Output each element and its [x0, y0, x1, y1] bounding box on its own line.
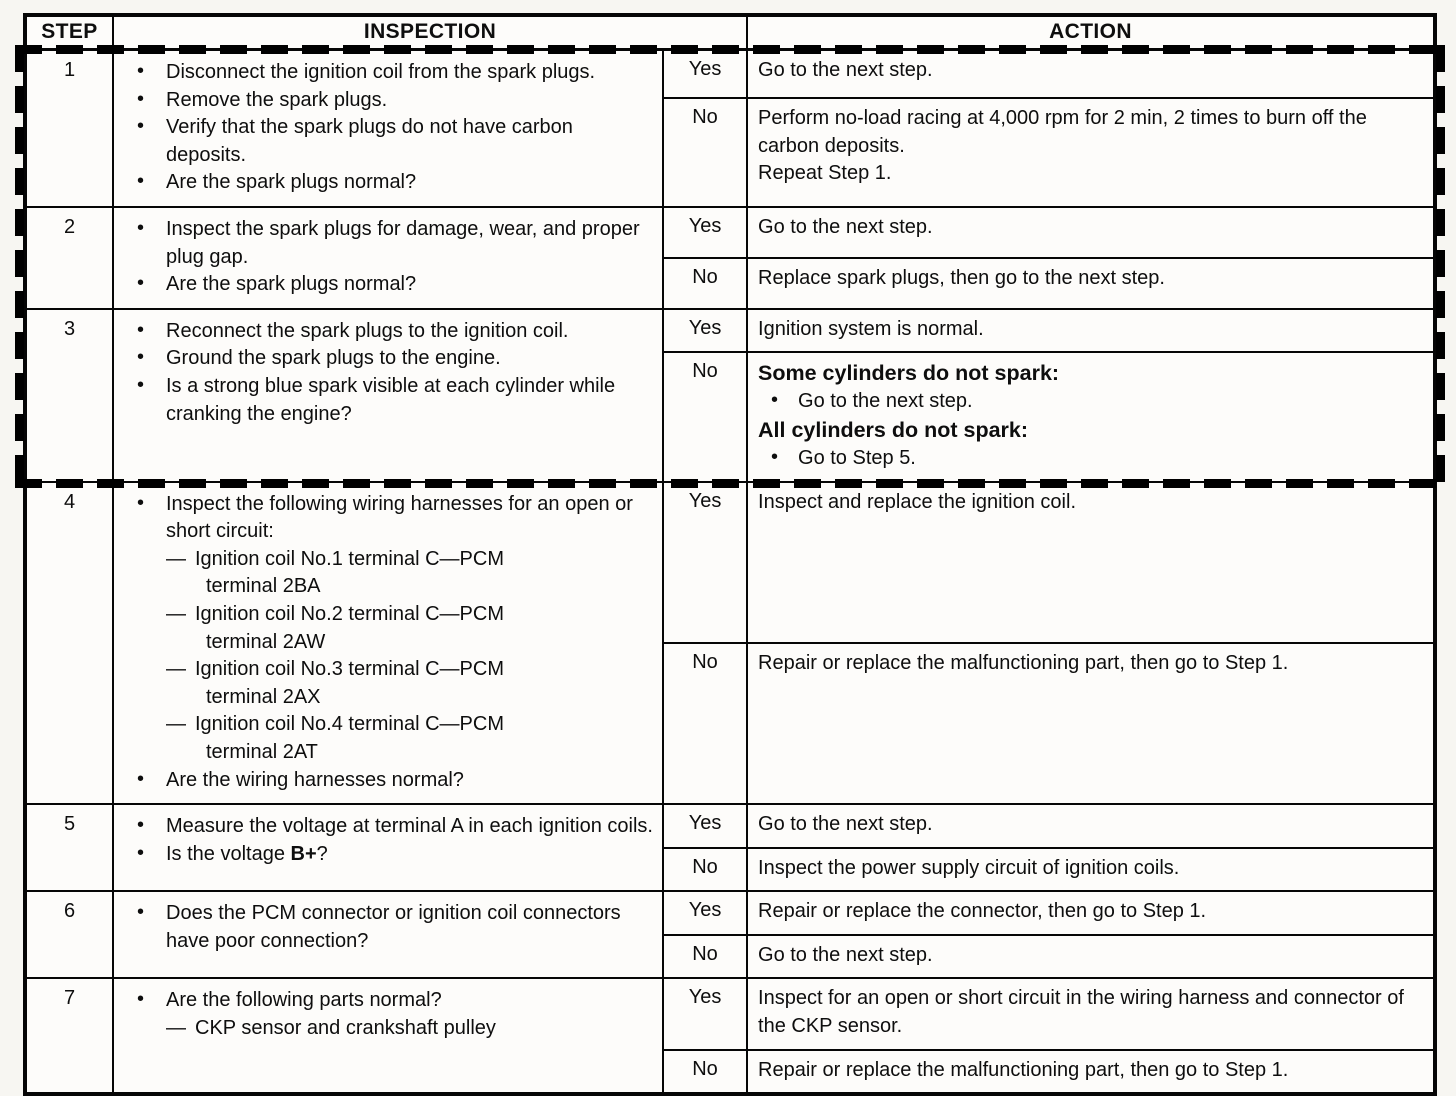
inspection-cell	[113, 50, 663, 207]
step-row	[25, 804, 1435, 848]
step-row	[25, 50, 1435, 99]
bullet-marker: •	[137, 841, 145, 864]
text-item	[758, 1057, 1425, 1085]
dash-item	[120, 711, 656, 766]
dash-marker: —	[166, 547, 186, 570]
answer-cell: Yes	[663, 482, 747, 643]
table-body	[25, 50, 1435, 1095]
text-item	[758, 811, 1425, 839]
bullet-marker: •	[137, 901, 145, 924]
text-segment: B+	[290, 842, 317, 865]
inspection-cell	[113, 978, 663, 1094]
step-row	[25, 207, 1435, 258]
bullet-item	[120, 987, 656, 1015]
answer-cell: Yes	[663, 309, 747, 353]
text-segment: Is the voltage	[166, 842, 291, 865]
text-line: Inspect the spark plugs for damage, wear, and proper plug gap.	[166, 217, 640, 268]
text-line: Disconnect the ignition coil from the spark plugs.	[166, 61, 596, 83]
text-line: Ignition coil No.3 terminal C—PCM	[195, 658, 504, 681]
bullet-item	[758, 445, 1425, 473]
dash-item	[120, 656, 656, 711]
text-line: Are the spark plugs normal?	[166, 171, 417, 194]
text-item	[758, 650, 1425, 678]
text-line: Measure the voltage at terminal A in each ignition coils.	[166, 815, 653, 838]
text-line: Does the PCM connector or ignition coil connectors have poor connection?	[166, 902, 621, 952]
action-cell	[747, 98, 1435, 207]
text-line: Go to the next step.	[798, 390, 973, 413]
answer-cell: No	[663, 848, 747, 892]
text-line: Go to the next step.	[758, 59, 933, 81]
answer-cell: Yes	[663, 978, 747, 1049]
bullet-marker: •	[137, 988, 145, 1011]
text-line: Ignition system is normal.	[758, 317, 984, 340]
step-number-cell: 2	[25, 207, 113, 309]
answer-cell: No	[663, 935, 747, 979]
bullet-item	[120, 59, 656, 87]
bullet-marker: •	[137, 87, 145, 110]
action-cell	[747, 935, 1435, 979]
text-line: Ignition coil No.2 terminal C—PCM	[195, 602, 504, 625]
text-line: Are the wiring harnesses normal?	[166, 768, 464, 791]
text-item	[758, 214, 1425, 242]
bullet-marker: •	[137, 814, 145, 837]
bullet-item	[120, 114, 656, 169]
step-number-cell: 6	[25, 891, 113, 978]
bullet-item	[120, 216, 656, 271]
text-line	[166, 841, 656, 869]
text-segment: ?	[316, 842, 328, 865]
text-item	[758, 57, 1425, 85]
action-cell	[747, 1050, 1435, 1095]
bullet-item	[120, 841, 656, 869]
text-line: Are the following parts normal?	[166, 989, 442, 1012]
inspection-cell	[113, 309, 663, 482]
dash-marker: —	[166, 658, 186, 681]
text-line: Some cylinders do not spark:	[758, 361, 1060, 386]
bullet-marker: •	[137, 272, 145, 295]
header-row	[25, 15, 1435, 50]
bullet-marker: •	[137, 115, 145, 138]
text-line: Go to Step 5.	[798, 446, 916, 469]
dash-marker: —	[166, 602, 186, 625]
inspection-cell	[113, 804, 663, 891]
bold-heading-item	[758, 359, 1425, 388]
action-cell	[747, 848, 1435, 892]
bullet-marker: •	[137, 346, 145, 369]
text-item	[758, 942, 1425, 970]
inspection-cell	[113, 891, 663, 978]
text-line: Go to the next step.	[758, 813, 933, 836]
bullet-item	[120, 87, 656, 115]
text-item	[758, 489, 1425, 517]
inspection-cell	[113, 207, 663, 309]
text-line: Ignition coil No.4 terminal C—PCM	[195, 713, 504, 736]
step-number-cell: 5	[25, 804, 113, 891]
step-row	[25, 891, 1435, 935]
bullet-item	[120, 900, 656, 955]
text-item	[758, 316, 1425, 344]
text-line: Reconnect the spark plugs to the ignition coil.	[166, 319, 569, 342]
bullet-marker: •	[137, 60, 145, 82]
answer-cell: Yes	[663, 207, 747, 258]
inspection-cell	[113, 482, 663, 805]
bullet-item	[758, 388, 1425, 416]
bullet-item	[120, 373, 656, 428]
bullet-item	[120, 813, 656, 841]
answer-cell: No	[663, 352, 747, 481]
bullet-item	[120, 271, 656, 299]
answer-cell: No	[663, 258, 747, 309]
text-line: Repeat Step 1.	[758, 162, 892, 185]
text-line: Repair or replace the malfunctioning part, then go to Step 1.	[758, 1058, 1289, 1081]
answer-cell: Yes	[663, 891, 747, 935]
text-line: Go to the next step.	[758, 215, 933, 238]
step-number-cell: 1	[25, 50, 113, 207]
answer-cell: No	[663, 1050, 747, 1095]
dash-item	[120, 601, 656, 656]
text-line: terminal 2AT	[206, 740, 318, 763]
bullet-marker: •	[137, 491, 145, 514]
action-cell	[747, 50, 1435, 99]
bullet-marker: •	[137, 216, 145, 239]
text-line: Inspect and replace the ignition coil.	[758, 490, 1076, 513]
text-item	[758, 985, 1425, 1040]
action-cell	[747, 207, 1435, 258]
text-item	[758, 855, 1425, 883]
answer-cell: Yes	[663, 804, 747, 848]
bullet-item	[120, 491, 656, 546]
bullet-marker: •	[137, 373, 145, 396]
text-line: Verify that the spark plugs do not have carbon deposits.	[166, 116, 573, 166]
answer-cell: Yes	[663, 50, 747, 99]
answer-cell: No	[663, 98, 747, 207]
header-action: ACTION	[747, 15, 1435, 50]
dash-marker: —	[166, 1017, 186, 1040]
text-line: Is a strong blue spark visible at each cylinder while cranking the engine?	[166, 374, 616, 425]
bullet-marker: •	[137, 170, 145, 193]
text-line: terminal 2AW	[206, 630, 326, 653]
bullet-marker: •	[137, 318, 145, 341]
text-line: Inspect the following wiring harnesses for an open or short circuit:	[166, 492, 633, 543]
dash-item	[120, 546, 656, 601]
text-line: Are the spark plugs normal?	[166, 273, 417, 296]
action-cell	[747, 352, 1435, 481]
text-line: terminal 2BA	[206, 575, 321, 598]
bullet-item	[120, 318, 656, 346]
bullet-item	[120, 169, 656, 197]
header-step: STEP	[25, 15, 113, 50]
text-line: Remove the spark plugs.	[166, 88, 388, 111]
text-line: Ground the spark plugs to the engine.	[166, 347, 501, 370]
bullet-marker: •	[137, 767, 145, 790]
text-item	[758, 898, 1425, 926]
troubleshooting-table	[23, 13, 1437, 1096]
text-line: Repair or replace the connector, then go to Step 1.	[758, 900, 1207, 923]
text-line: Inspect for an open or short circuit in the wiring harness and connector of the CKP sensor.	[758, 987, 1404, 1038]
text-item	[758, 105, 1425, 188]
text-line: Replace spark plugs, then go to the next step.	[758, 266, 1165, 289]
text-line: Go to the next step.	[758, 943, 933, 966]
header-inspection: INSPECTION	[113, 15, 747, 50]
bullet-marker: •	[771, 389, 779, 412]
text-line: CKP sensor and crankshaft pulley	[195, 1017, 496, 1040]
action-cell	[747, 482, 1435, 643]
action-cell	[747, 643, 1435, 804]
text-line: Ignition coil No.1 terminal C—PCM	[195, 547, 504, 570]
step-row	[25, 482, 1435, 643]
bullet-item	[120, 767, 656, 795]
answer-cell: No	[663, 643, 747, 804]
step-number-cell: 3	[25, 309, 113, 482]
step-row	[25, 978, 1435, 1049]
action-cell	[747, 978, 1435, 1049]
text-line: Repair or replace the malfunctioning part, then go to Step 1.	[758, 651, 1289, 674]
dash-marker: —	[166, 713, 186, 736]
action-cell	[747, 258, 1435, 309]
bullet-item	[120, 345, 656, 373]
text-line: Inspect the power supply circuit of ignition coils.	[758, 856, 1180, 879]
text-line: All cylinders do not spark:	[758, 417, 1029, 442]
step-number-cell: 4	[25, 482, 113, 805]
text-line: terminal 2AX	[206, 685, 321, 708]
action-cell	[747, 309, 1435, 353]
text-line: Perform no-load racing at 4,000 rpm for 2 min, 2 times to burn off the carbon deposits.	[758, 107, 1367, 157]
text-item	[758, 265, 1425, 293]
step-number-cell: 7	[25, 978, 113, 1094]
action-cell	[747, 891, 1435, 935]
dash-item	[120, 1015, 656, 1043]
bullet-marker: •	[771, 445, 779, 468]
action-cell	[747, 804, 1435, 848]
bold-heading-item	[758, 416, 1425, 445]
dashed-border-right-edge	[1436, 45, 1445, 488]
step-row	[25, 309, 1435, 353]
